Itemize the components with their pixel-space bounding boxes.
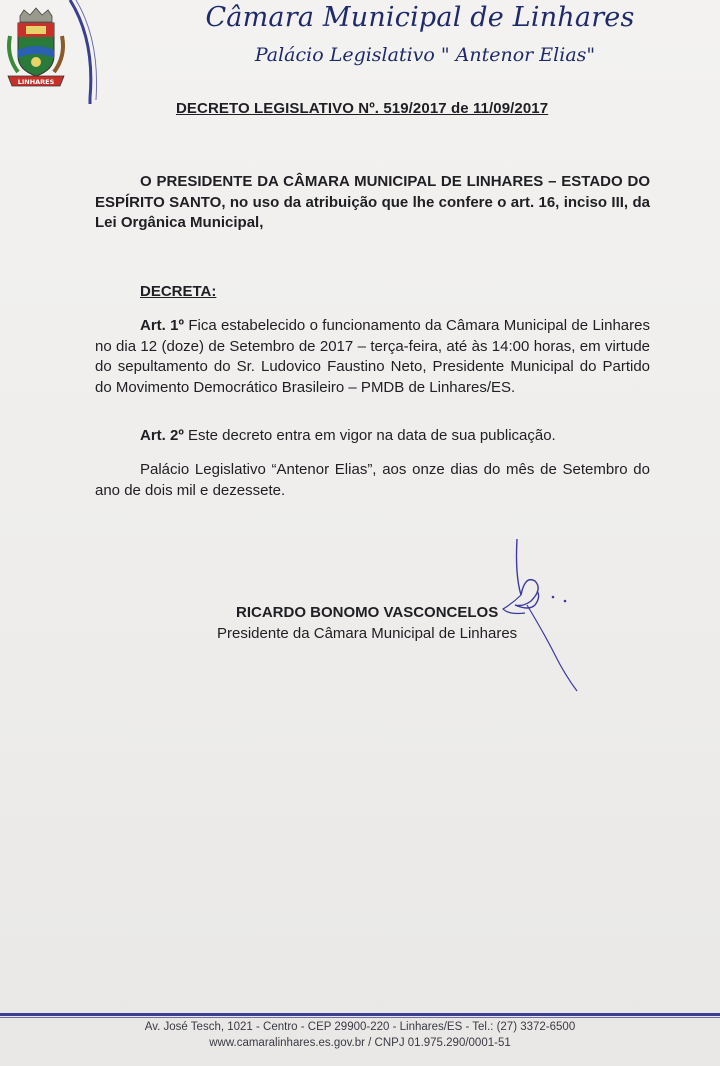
article-1-text: Fica estabelecido o funcionamento da Câmara Municipal de Linhares no dia 12 (doze) de Setembro de 2017 – terça-feira, até às 14:00 horas, em virtude do sepultamento do Sr. Ludovico Faustino Neto, Presidente Municipal do Partido do Movimento Democrático Brasileiro – PMDB de Linhares/ES. <box>95 317 650 396</box>
signatory-name: RICARDO BONOMO VASCONCELOS <box>236 604 499 621</box>
footer-address: Av. José Tesch, 1021 - Centro - CEP 29900-220 - Linhares/ES - Tel.: (27) 3372-6500 <box>144 1021 576 1033</box>
preamble-paragraph: O PRESIDENTE DA CÂMARA MUNICIPAL DE LINHARES – ESTADO DO ESPÍRITO SANTO, no uso da atribuição que lhe confere o art. 16, inciso III, da Lei Orgânica Municipal, <box>95 173 650 231</box>
footer-rule-thin <box>0 1017 720 1018</box>
closing-paragraph: Palácio Legislativo “Antenor Elias”, aos onze dias do mês de Setembro do ano de dois mil e dezessete. <box>95 461 650 499</box>
article-2-paragraph <box>95 426 650 447</box>
article-1-label: Art. 1º <box>140 317 184 334</box>
decreta-heading: DECRETA: <box>140 283 217 300</box>
article-2-label: Art. 2º <box>140 427 184 444</box>
decree-title: DECRETO LEGISLATIVO Nº. 519/2017 de 11/09/2017 <box>176 100 549 117</box>
signatory-role: Presidente da Câmara Municipal de Linhares <box>217 625 518 642</box>
article-2-text: Este decreto entra em vigor na data de sua publicação. <box>188 427 556 444</box>
handwritten-signature <box>495 535 595 695</box>
municipal-coat-of-arms-logo <box>4 6 68 94</box>
footer-website: www.camaralinhares.es.gov.br / CNPJ 01.975.290/0001-51 <box>209 1037 511 1049</box>
palace-name: Palácio Legislativo " Antenor Elias" <box>254 44 596 66</box>
article-1-paragraph <box>95 316 650 398</box>
institution-name: Câmara Municipal de Linhares <box>205 2 635 33</box>
footer-rule <box>0 1013 720 1016</box>
svg-text:LINHARES: LINHARES <box>17 78 55 86</box>
